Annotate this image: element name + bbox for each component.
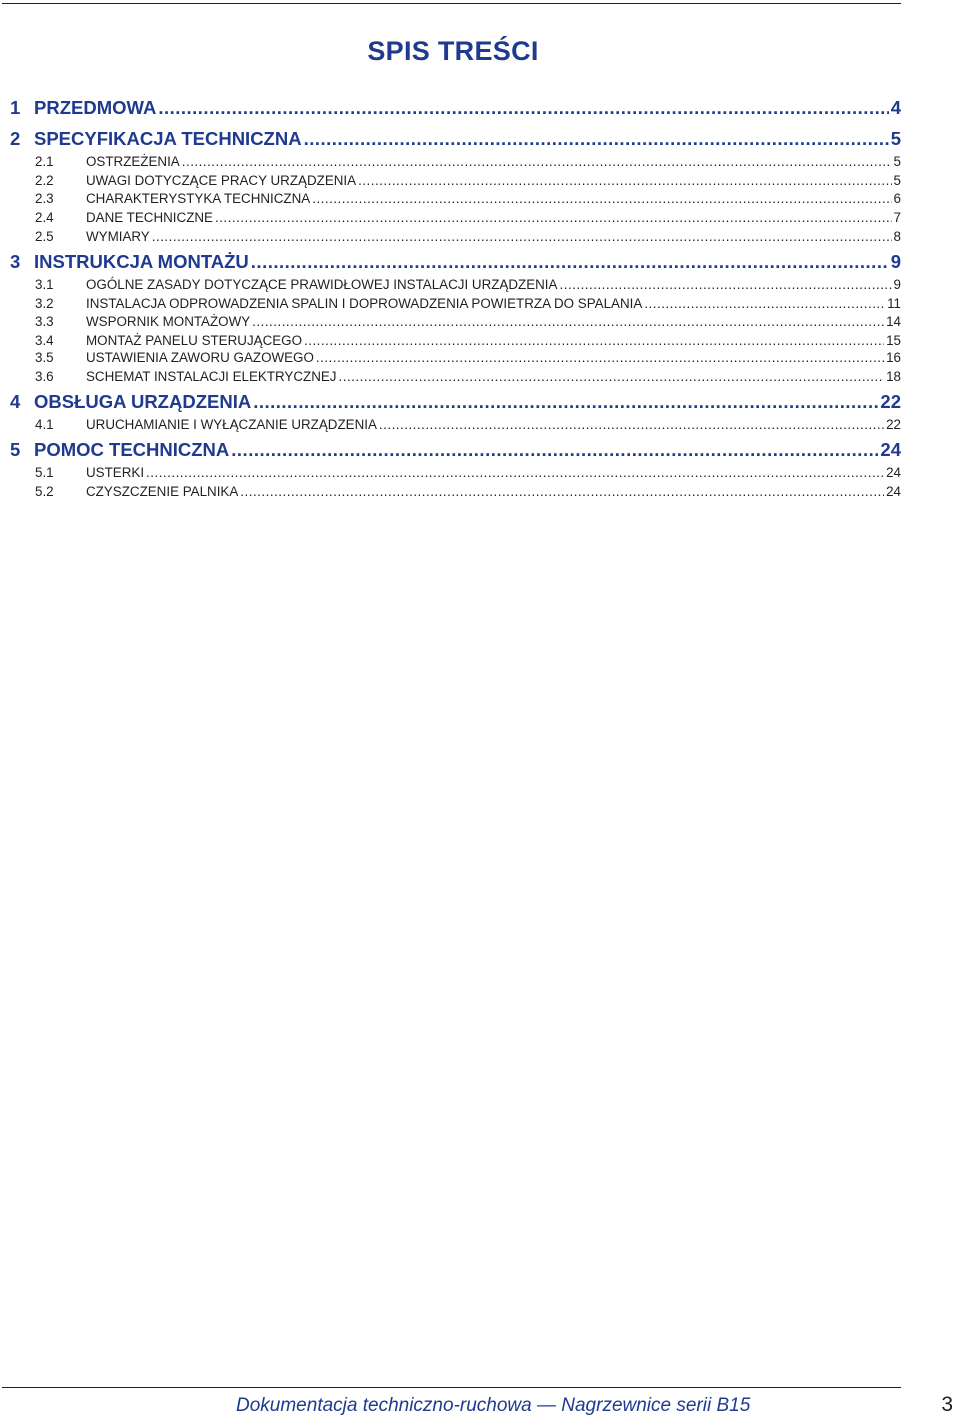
toc-entry-label: SCHEMAT INSTALACJI ELEKTRYCZNEJ xyxy=(86,369,337,384)
dot-leader xyxy=(304,333,884,348)
toc-entry-page: 24 xyxy=(886,465,901,480)
page-number: 3 xyxy=(941,1393,953,1416)
top-rule xyxy=(2,3,901,4)
toc-section[interactable] xyxy=(10,484,901,503)
toc-entry-page: 7 xyxy=(893,210,901,225)
dot-leader xyxy=(559,277,891,292)
toc-entry-page: 4 xyxy=(890,97,901,118)
dot-leader xyxy=(358,173,891,188)
toc-entry-page: 24 xyxy=(880,439,901,460)
dot-leader xyxy=(316,350,884,365)
toc-entry-label: SPECYFIKACJA TECHNICZNA xyxy=(34,128,302,149)
toc-entry-number: 5 xyxy=(10,439,21,460)
toc-chapter[interactable] xyxy=(10,391,901,417)
toc-entry-label: OSTRZEŻENIA xyxy=(86,154,180,169)
dot-leader xyxy=(152,229,892,244)
dot-leader xyxy=(253,391,878,413)
dot-leader xyxy=(304,128,889,150)
toc-entry-number: 1 xyxy=(10,97,21,118)
toc-entry-label: USTERKI xyxy=(86,465,145,480)
toc-entry-label: WSPORNIK MONTAŻOWY xyxy=(86,314,251,329)
toc-entry-label: DANE TECHNICZNE xyxy=(86,210,213,225)
dot-leader xyxy=(312,191,891,206)
toc-entry-page: 18 xyxy=(886,369,901,384)
toc-entry-page: 9 xyxy=(893,277,901,292)
toc-chapter[interactable] xyxy=(10,97,901,123)
toc-entry-label: POMOC TECHNICZNA xyxy=(34,439,230,460)
toc-section[interactable] xyxy=(10,210,901,229)
toc-entry-number: 4 xyxy=(10,391,21,412)
dot-leader xyxy=(146,465,884,480)
toc-entry-number: 3.5 xyxy=(35,350,54,365)
toc-entry-label: PRZEDMOWA xyxy=(34,97,157,118)
toc-entry-page: 5 xyxy=(893,173,901,188)
toc-section[interactable] xyxy=(10,350,901,369)
toc-entry-label: OBSŁUGA URZĄDZENIA xyxy=(34,391,252,412)
footer-rule xyxy=(2,1387,901,1388)
toc-entry-number: 5.2 xyxy=(35,484,54,499)
toc-entry-number: 3.6 xyxy=(35,369,54,384)
dot-leader xyxy=(379,417,884,432)
toc-entry-label: CZYSZCZENIE PALNIKA xyxy=(86,484,239,499)
toc-entry-label: OGÓLNE ZASADY DOTYCZĄCE PRAWIDŁOWEJ INSTALACJI URZĄDZENIA xyxy=(86,277,558,292)
toc-entry-page: 5 xyxy=(893,154,901,169)
dot-leader xyxy=(339,369,885,384)
toc-entry-number: 3.3 xyxy=(35,314,54,329)
toc-entry-page: 14 xyxy=(886,314,901,329)
toc-entry-number: 2.1 xyxy=(35,154,54,169)
toc-entry-label: URUCHAMIANIE I WYŁĄCZANIE URZĄDZENIA xyxy=(86,417,377,432)
toc-entry-page: 8 xyxy=(893,229,901,244)
toc-section[interactable] xyxy=(10,296,901,315)
toc-entry-page: 24 xyxy=(886,484,901,499)
toc-section[interactable] xyxy=(10,173,901,192)
toc-entry-page: 16 xyxy=(886,350,901,365)
toc-entry-number: 3 xyxy=(10,251,21,272)
toc-entry-page: 6 xyxy=(893,191,901,206)
toc-entry-number: 2 xyxy=(10,128,21,149)
toc-entry-number: 2.3 xyxy=(35,191,54,206)
toc-entry-number: 3.4 xyxy=(35,333,54,348)
toc-section[interactable] xyxy=(10,314,901,333)
toc-entry-label: MONTAŻ PANELU STERUJĄCEGO xyxy=(86,333,303,348)
dot-leader xyxy=(644,296,885,311)
toc-section[interactable] xyxy=(10,465,901,484)
toc-entry-page: 9 xyxy=(890,251,901,272)
toc-section[interactable] xyxy=(10,229,901,248)
dot-leader xyxy=(182,154,892,169)
toc-entry-label: USTAWIENIA ZAWORU GAZOWEGO xyxy=(86,350,314,365)
toc-entry-page: 22 xyxy=(880,391,901,412)
toc-entry-label: CHARAKTERYSTYKA TECHNICZNA xyxy=(86,191,311,206)
dot-leader xyxy=(240,484,884,499)
toc-entry-number: 2.4 xyxy=(35,210,54,225)
toc-entry-page: 22 xyxy=(886,417,901,432)
dot-leader xyxy=(252,314,884,329)
toc-entry-number: 2.5 xyxy=(35,229,54,244)
toc-section[interactable] xyxy=(10,369,901,388)
dot-leader xyxy=(251,251,889,273)
toc-section[interactable] xyxy=(10,191,901,210)
toc-entry-label: INSTRUKCJA MONTAŻU xyxy=(34,251,249,272)
toc-entry-number: 3.1 xyxy=(35,277,54,292)
toc-entry-number: 3.2 xyxy=(35,296,54,311)
toc-entry-label: INSTALACJA ODPROWADZENIA SPALIN I DOPROWADZENIA POWIETRZA DO SPALANIA xyxy=(86,296,643,311)
footer-title: Dokumentacja techniczno-ruchowa — Nagrzewnice serii B15 xyxy=(236,1395,751,1416)
page-title: SPIS TREŚCI xyxy=(367,36,539,66)
toc-section[interactable] xyxy=(10,154,901,173)
toc-entry-page: 11 xyxy=(887,296,901,311)
toc-entry-number: 2.2 xyxy=(35,173,54,188)
toc-entry-label: WYMIARY xyxy=(86,229,150,244)
toc-section[interactable] xyxy=(10,277,901,296)
toc-chapter[interactable] xyxy=(10,439,901,465)
toc-entry-number: 5.1 xyxy=(35,465,54,480)
dot-leader xyxy=(215,210,892,225)
toc-entry-page: 15 xyxy=(886,333,901,348)
toc-chapter[interactable] xyxy=(10,251,901,277)
toc-chapter[interactable] xyxy=(10,128,901,154)
toc-entry-page: 5 xyxy=(890,128,901,149)
toc-section[interactable] xyxy=(10,417,901,436)
toc-entry-label: UWAGI DOTYCZĄCE PRACY URZĄDZENIA xyxy=(86,173,357,188)
dot-leader xyxy=(231,439,878,461)
toc-entry-number: 4.1 xyxy=(35,417,54,432)
dot-leader xyxy=(158,97,888,119)
